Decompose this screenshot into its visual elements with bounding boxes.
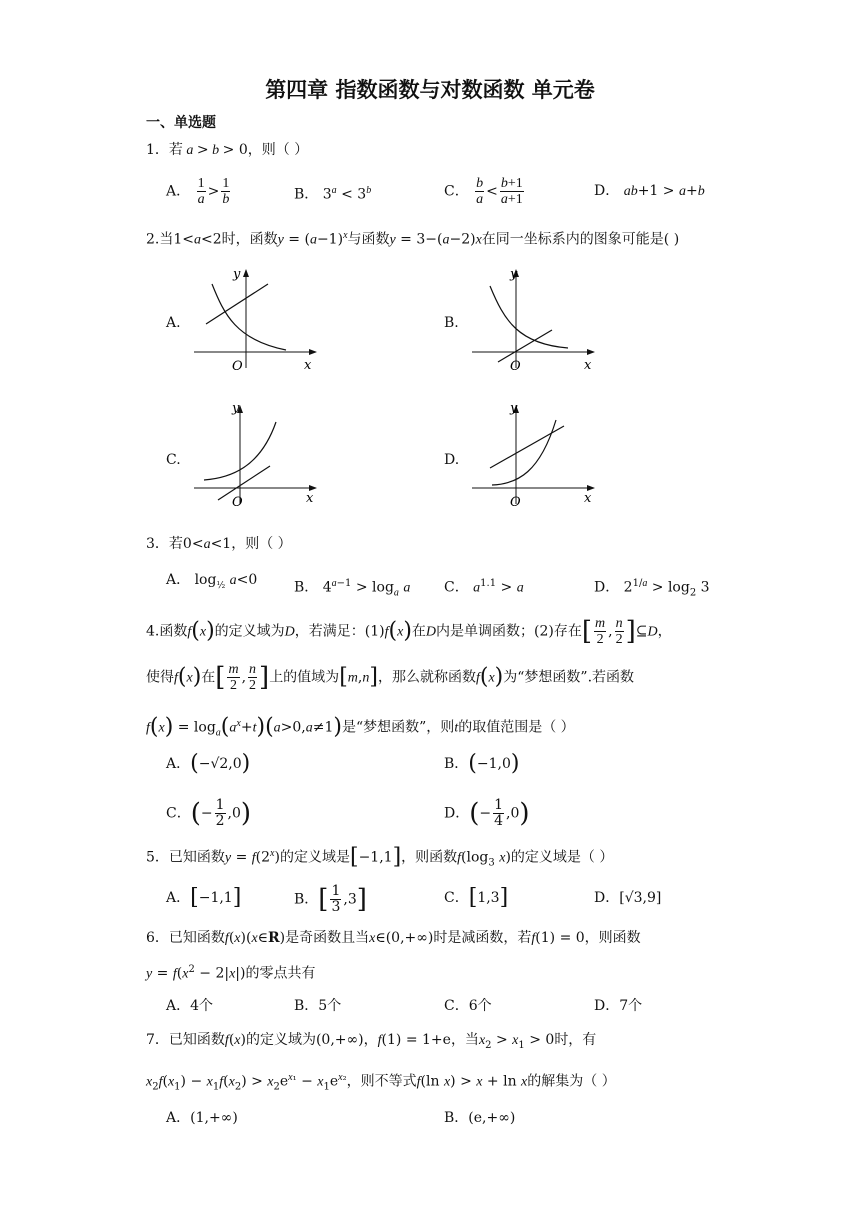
graph-c[interactable] [190,398,326,508]
svg-text:y: y [233,267,241,282]
svg-text:O: O [510,495,521,508]
question-1-option-d[interactable]: D． ab+1 > a+b [594,183,705,199]
question-5-option-a[interactable]: A．[−1,1] [166,885,242,910]
question-2-stem: 2.当1<a<2时，函数$y = (a-1)^x$与函数y = 3−(a−2)x在同一坐标系内的图象可能是( ) [146,230,680,248]
question-4-option-b[interactable]: B．(−1,0) [444,751,520,776]
question-3-option-d[interactable]: D． $2^{1/a} > \log_2 3$ [594,578,710,599]
question-6-option-a[interactable]: A．4个 [166,998,214,1014]
svg-text:O: O [232,359,243,372]
page-title: 第四章 指数函数与对数函数 单元卷 [265,78,595,102]
question-3-option-b[interactable]: B． $4^{a-1} > \log_a a$ [294,578,411,599]
graph-b-label[interactable]: B. [444,315,459,331]
question-7-line-1: 7．已知函数f(x)的定义域为(0,+∞)，f(1) = 1+e，当$x_2 > x_1 > 0$时，有 [146,1032,597,1051]
svg-text:y: y [510,267,518,282]
question-6-option-d[interactable]: D．7个 [594,998,643,1014]
question-7-line-2: $x_2f(x_1) - x_1f(x_2) > x_2e^{x_1} - x_1e^{x_2}$，则不等式f(ln x) > x + ln x的解集为（ ） [146,1072,616,1093]
question-5-option-d[interactable]: D．[√3,9] [594,890,662,906]
question-4-option-c[interactable]: C．(− $\frac{1}{2}$ ,0) [166,797,252,829]
question-4-option-d[interactable]: D．(− $\frac{1}{4}$ ,0) [444,797,530,829]
question-7-option-a[interactable]: A．(1,+∞) [166,1110,238,1126]
question-3-stem: 3．若0<a<1，则（ ） [146,536,292,552]
question-5-option-b[interactable]: B．[ $\frac{1}{3}$ ,3] [294,883,367,915]
svg-text:O: O [510,359,521,372]
question-4-line-1: 4.函数f(x)的定义域为D，若满足：(1)f(x)在D内是单调函数；(2)存在[ $\frac{m}{2}$ , $\frac{n}{2}$ ]⊆D， [146,616,672,647]
graph-a[interactable] [190,262,326,372]
svg-text:x: x [584,491,592,506]
svg-text:x: x [304,358,312,372]
svg-text:y: y [232,401,240,416]
question-1-option-a[interactable]: A． $\frac{1}{a}$ > $\frac{1}{b}$ [166,176,230,207]
graph-d[interactable] [468,398,604,508]
question-6-line-2: $y = f(x^2 - 2|x|)$的零点共有 [146,964,316,982]
question-7-option-b[interactable]: B．(e,+∞) [444,1110,516,1126]
question-4-line-2: 使得f(x)在[ $\frac{m}{2}$ , $\frac{n}{2}$ ]上的值域为[m,n]，那么就称函数f(x)为“梦想函数”.若函数 [146,662,635,693]
question-4-option-a[interactable]: A．(−√2,0) [166,751,251,776]
question-1-stem: 1．若 a > b > 0，则（ ） [146,142,309,158]
svg-text:x: x [306,491,314,506]
svg-text:x: x [584,358,592,372]
svg-text:y: y [510,401,518,416]
question-1-option-b[interactable]: B． $3^a < 3^b$ [294,185,372,203]
graph-d-label[interactable]: D. [444,452,460,468]
graph-c-label[interactable]: C. [166,452,181,468]
question-3-option-a[interactable]: A． $\log_{\frac{1}{2}} a<0$ [166,572,258,591]
question-1-option-c[interactable]: C． $\frac{b}{a}$ < $\frac{b+1}{a+1}$ [444,176,523,207]
svg-text:O: O [232,495,243,508]
question-4-line-3: $f(x) = \log_a(a^x+t)(a>0,a\ne 1)$是“梦想函数”，则t的取值范围是（ ） [146,714,575,740]
question-6-option-c[interactable]: C．6个 [444,998,492,1014]
graph-b[interactable] [468,262,604,372]
question-5-stem: 5．已知函数$y = f(2^x)$的定义域是[−1,1]，则函数$f(\log_3$ x)的定义域是（ ） [146,844,614,870]
question-3-option-c[interactable]: C． $a^{1.1} > a$ [444,578,524,596]
graph-a-label[interactable]: A. [166,315,181,331]
question-5-option-c[interactable]: C．[1,3] [444,885,509,910]
question-6-option-b[interactable]: B．5个 [294,998,342,1014]
question-6-line-1: 6．已知函数f(x)(x∈R)是奇函数且当x∈(0,+∞)时是减函数，若f(1) = 0，则函数 [146,930,641,946]
section-heading: 一、单选题 [146,115,216,131]
